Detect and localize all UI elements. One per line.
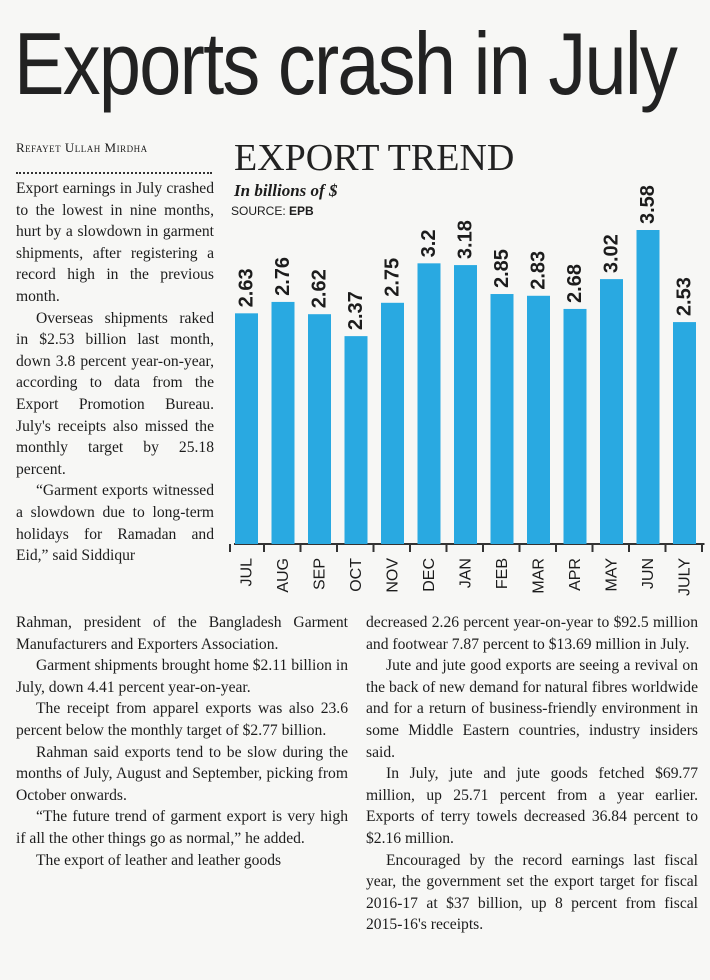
data-label: 2.62 bbox=[308, 269, 331, 309]
bar bbox=[235, 313, 258, 544]
data-label: 2.75 bbox=[381, 257, 404, 297]
article-paragraph: Encouraged by the record earnings last fiscal year, the government set the export target for fiscal 2016-17 at $37 billion, up 8 percent from fiscal 2015-16's receipts. bbox=[366, 851, 698, 934]
data-label: 2.76 bbox=[272, 256, 294, 296]
chart-title: EXPORT TREND bbox=[234, 137, 515, 179]
article-paragraph: Rahman, president of the Bangladesh Garment Manufacturers and Exporters Association. bbox=[16, 614, 348, 653]
bar bbox=[418, 263, 441, 544]
data-label: 3.58 bbox=[637, 185, 659, 224]
x-tick-label: OCT bbox=[348, 558, 365, 592]
data-label: 2.53 bbox=[673, 277, 696, 317]
bar bbox=[345, 336, 368, 544]
bar bbox=[272, 302, 295, 544]
chart-source-label: SOURCE: bbox=[231, 204, 286, 218]
data-label: 3.2 bbox=[418, 229, 440, 258]
data-label: 2.68 bbox=[564, 264, 586, 303]
bar bbox=[491, 294, 514, 544]
data-label: 2.63 bbox=[235, 268, 258, 308]
chart-subtitle: In billions of $ bbox=[234, 181, 338, 200]
bar bbox=[308, 314, 331, 544]
x-tick-label: MAY bbox=[603, 558, 621, 592]
article-paragraph: Garment shipments brought home $2.11 billion in July, down 4.41 percent year-on-year. bbox=[16, 657, 348, 696]
data-label: 3.18 bbox=[454, 220, 477, 260]
bar bbox=[637, 230, 660, 544]
article-paragraph: “The future trend of garment export is very high if all the other things go as normal,” he added. bbox=[16, 808, 348, 847]
data-label: 2.83 bbox=[527, 250, 550, 290]
article-paragraph: Jute and jute good exports are seeing a revival on the back of new demand for natural fibres worldwide and for a return of business-friendly environment in some Middle Eastern countries, industry insiders said. bbox=[366, 657, 698, 761]
headline: Exports crash in July bbox=[14, 14, 677, 113]
x-tick-label: AUG bbox=[275, 558, 292, 593]
x-tick-label: APR bbox=[567, 558, 584, 591]
x-tick-label: JULY bbox=[676, 558, 694, 596]
byline: Refayet Ullah Mirdha bbox=[16, 140, 212, 174]
bar bbox=[600, 279, 623, 544]
bar bbox=[564, 309, 587, 544]
article-paragraph: “Garment exports witnessed a slowdown due to long-term holidays for Ramadan and Eid,” said Siddiqur bbox=[16, 482, 214, 565]
data-label: 2.37 bbox=[345, 291, 367, 331]
article-paragraph: The export of leather and leather goods bbox=[36, 851, 282, 869]
x-tick-label: SEP bbox=[311, 558, 329, 591]
x-tick-label: FEB bbox=[494, 558, 511, 590]
x-tick-label: JAN bbox=[457, 558, 475, 589]
bar bbox=[381, 303, 404, 544]
bar bbox=[673, 322, 696, 544]
x-tick-label: DEC bbox=[421, 558, 438, 592]
article-paragraph: In July, jute and jute goods fetched $69.77 million, up 25.71 percent from a year earlier. Exports of terry towels decreased 36.84 percent to $2.16 million. bbox=[366, 765, 698, 847]
x-tick-label: JUL bbox=[238, 558, 256, 587]
article-paragraph: The receipt from apparel exports was also 23.6 percent below the monthly target of $2.77 billion. bbox=[16, 700, 348, 739]
bar bbox=[527, 296, 550, 544]
x-tick-label: MAR bbox=[530, 558, 548, 594]
data-label: 2.85 bbox=[491, 249, 513, 289]
article-paragraph: Rahman said exports tend to be slow during the months of July, August and September, picking from October onwards. bbox=[16, 743, 348, 804]
article-paragraph: Export earnings in July crashed to the lowest in nine months, hurt by a slowdown in garment shipments, after registering a record high in the previous month. bbox=[16, 180, 214, 305]
x-tick-label: NOV bbox=[384, 558, 402, 593]
article-paragraph: decreased 2.26 percent year-on-year to $92.5 million and footwear 7.87 percent to $13.69 million in July. bbox=[366, 614, 698, 653]
article-paragraph: Overseas shipments raked in $2.53 billion last month, down 3.8 percent year-on-year, according to data from the Export Promotion Bureau. July's receipts also missed the monthly target by 25.18 percent. bbox=[16, 309, 214, 478]
data-label: 3.02 bbox=[600, 234, 623, 274]
x-tick-label: JUN bbox=[640, 558, 657, 590]
bar bbox=[454, 265, 477, 544]
chart-source-value: EPB bbox=[289, 204, 314, 218]
